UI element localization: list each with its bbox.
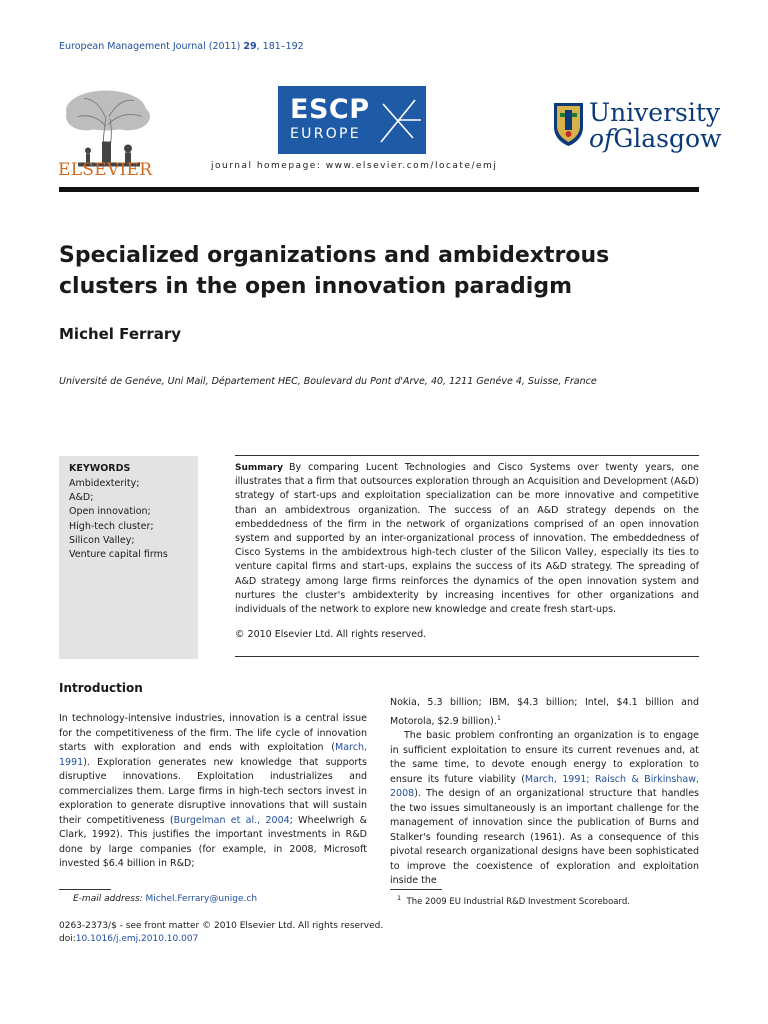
escp-line2: EUROPE bbox=[290, 126, 361, 142]
footnote-number: 1 bbox=[397, 894, 402, 902]
journal-reference[interactable] bbox=[59, 41, 304, 52]
section-heading-introduction: Introduction bbox=[59, 681, 143, 695]
author-email bbox=[73, 894, 257, 904]
footnote-1 bbox=[397, 894, 630, 907]
escp-star-icon bbox=[373, 92, 423, 148]
citation-link[interactable]: Burgelman et al., 2004 bbox=[173, 814, 290, 826]
glasgow-wordmark-line2 bbox=[589, 124, 721, 153]
body-column-left bbox=[59, 712, 367, 872]
article-author: Michel Ferrary bbox=[59, 325, 182, 343]
abstract-summary bbox=[235, 461, 699, 617]
keyword-item: Silicon Valley; bbox=[69, 534, 135, 546]
footnote-marker[interactable]: 1 bbox=[496, 713, 502, 722]
article-title: Specialized organizations and ambidextrous clusters in the open innovation paradigm bbox=[59, 243, 610, 299]
paragraph: Nokia, 5.3 billion; IBM, $4.3 billion; Intel, $4.1 billion and Motorola, $2.9 billion).$^1$ bbox=[390, 697, 699, 727]
escp-line1: ESCP bbox=[290, 94, 370, 125]
summary-rule-bottom bbox=[235, 656, 699, 657]
footnote-text: The 2009 EU Industrial R&D Investment Scoreboard. bbox=[406, 896, 630, 907]
issn-line: 0263-2373/$ - see front matter © 2010 Elsevier Ltd. All rights reserved. bbox=[59, 921, 384, 931]
summary-label: Summary bbox=[235, 463, 284, 473]
email-link[interactable]: Michel.Ferrary@unige.ch bbox=[145, 894, 258, 904]
glasgow-wordmark-line1: University bbox=[589, 98, 721, 127]
glasgow-crest-icon bbox=[552, 101, 585, 147]
keywords-heading: KEYWORDS bbox=[69, 463, 131, 474]
journal-year: (2011) bbox=[208, 41, 241, 52]
header-rule bbox=[59, 187, 699, 192]
elsevier-wordmark: ELSEVIER bbox=[58, 160, 153, 180]
author-affiliation: Université de Genéve, Uni Mail, Département HEC, Boulevard du Pont d'Arve, 40, 1211 Genéve 4, Suisse, France bbox=[59, 376, 597, 387]
body-column-right bbox=[390, 696, 699, 889]
email-label: E-mail address: bbox=[73, 894, 143, 904]
paragraph: The basic problem confronting an organization is to engage in sufficient exploitation to ensure its current revenues and, at the same time, to devote enough energy to exploration to ensure its future viability (March, 1991; Raisch & Birkinshaw, 2008). The design of an organizational structure that handles the two issues simultaneously is an important challenge for the management of innovation since the publication of Burns and Stalker's founding research (1961). As a consequence of this pivotal research organizational designs have been sophisticated to improve the coexistence of exploration and exploitation inside the bbox=[390, 730, 699, 887]
doi-label: doi: bbox=[59, 934, 76, 944]
journal-homepage[interactable]: journal homepage: www.elsevier.com/locate/emj bbox=[211, 161, 498, 171]
citation-link[interactable]: March, 1991; Raisch & Birkinshaw, 2008 bbox=[390, 773, 699, 800]
keyword-item: High-tech cluster; bbox=[69, 520, 154, 532]
escp-europe-logo bbox=[278, 86, 426, 154]
footnote-rule-right bbox=[390, 889, 442, 890]
keyword-item: Ambidexterity; bbox=[69, 478, 140, 489]
journal-volume: 29 bbox=[243, 41, 257, 52]
summary-rule-top bbox=[235, 455, 699, 456]
keyword-item: Venture capital firms bbox=[69, 549, 168, 561]
glasgow-of: of bbox=[589, 124, 614, 153]
keywords-box bbox=[59, 456, 198, 659]
footnote-rule-left bbox=[59, 889, 111, 890]
journal-pages: , 181–192 bbox=[256, 41, 304, 52]
journal-name[interactable]: European Management Journal bbox=[59, 41, 206, 52]
paragraph: In technology-intensive industries, innovation is a central issue for the competitiveness of the firm. The life cycle of innovation starts with exploration and ends with exploitation (March, 1991). Exploration generates new knowledge that supports disruptive innovations. Exploitation industrializes and commercializes them. Large firms in high-tech sectors invest in exploration to generate disruptive innovations that will sustain their competitiveness (Burgelman et al., 2004; Wheelwrigh & Clark, 1992). This justifies the important investments in R&D done by large companies (for example, in 2008, Microsoft invested $6.4 billion in R&D; bbox=[59, 713, 367, 869]
doi-link[interactable]: 10.1016/j.emj.2010.10.007 bbox=[75, 934, 199, 944]
doi-line bbox=[59, 934, 198, 944]
keyword-item: Open innovation; bbox=[69, 506, 151, 518]
keywords-list bbox=[69, 477, 168, 562]
abstract-copyright: © 2010 Elsevier Ltd. All rights reserved. bbox=[235, 629, 427, 640]
citation-link[interactable]: March, 1991 bbox=[59, 742, 367, 768]
keyword-item: A&D; bbox=[69, 492, 94, 504]
summary-text: By comparing Lucent Technologies and Cisco Systems over twenty years, one illustrates that a firm that outsources exploration through an Acquisition and Development (A&D) strategy of start-ups and exploitation specialization can be more innovative and competitive than an ambidextrous organization. The success of an A&D strategy depends on the embeddedness of the firm in the network of organizations comprised of an open innovation system and supported by an inter-organizational process of innovation. The embeddedness of Cisco Systems in the ambidextrous high-tech cluster of the Silicon Valley, especially its ties to venture capital firms and start-ups, explains the success of its A&D strategy. The spreading of A&D strategy among large firms reinforces the dynamics of the open innovation system and nurtures the cluster's ambidexterity by increasing incentives for other organizations and individuals of the network to explore new knowledge and create fresh start-ups. bbox=[235, 462, 699, 616]
glasgow-name: Glasgow bbox=[613, 124, 722, 153]
